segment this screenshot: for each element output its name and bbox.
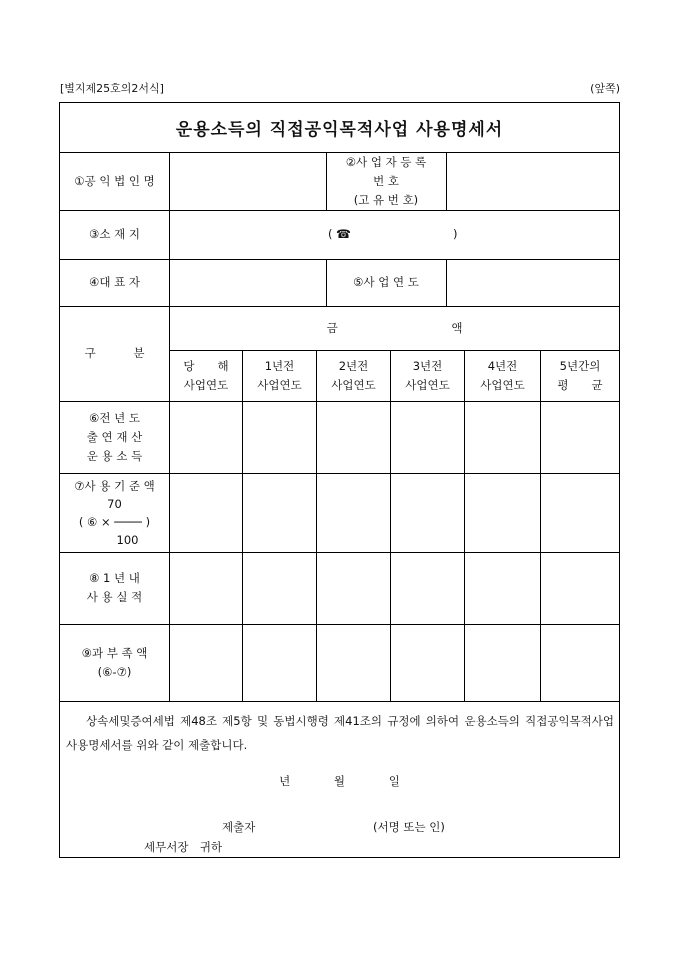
row-label-usage-standard	[60, 473, 169, 552]
row-label-operating-income	[60, 401, 169, 473]
label-line-1: 3년전	[412, 359, 443, 373]
label-line-1: 5년간의	[559, 359, 601, 373]
label-text: 구 분	[84, 346, 145, 360]
label-text: ④대 표 자	[89, 275, 140, 289]
declaration-text: 상속세및증여세법 제48조 제5항 및 동법시행령 제41조의 규정에 의하여 운용소득의 직접공익목적사업 사용명세서를 위와 같이 제출합니다.	[66, 714, 614, 752]
field-label-business-reg-number	[326, 152, 446, 210]
label-line-3: 운 용 소 득	[86, 448, 143, 463]
business-year-value[interactable]	[447, 259, 619, 306]
label-line-2: 사업연도	[257, 378, 302, 392]
fraction-numerator: 70	[107, 496, 122, 511]
signature-label: (서명 또는 인)	[373, 820, 445, 834]
addressee: 세무서장 귀하	[144, 840, 223, 854]
fraction-formula: ( ⑥ × ──── )	[78, 514, 151, 529]
address-value[interactable]	[170, 210, 619, 259]
phone-close-paren: )	[453, 227, 458, 241]
amount-header	[170, 306, 619, 350]
label-line-1: ⑦사 용 기 준 액	[74, 478, 155, 493]
label-text: ⑤사 업 연 도	[353, 275, 419, 289]
label-line-2: 평 균	[557, 378, 603, 392]
column-header-3-years-ago	[391, 351, 464, 401]
column-header-4-years-ago	[465, 351, 540, 401]
label-line-2: 출 연 재 산	[86, 429, 143, 444]
column-header-current-year	[170, 351, 242, 401]
column-header-2-years-ago	[317, 351, 390, 401]
label-line-2: 사업연도	[405, 378, 450, 392]
form-number-label: [별지제25호의2서식]	[60, 82, 164, 95]
column-header-5-year-average	[541, 351, 619, 401]
label-line-2: 사업연도	[183, 378, 229, 392]
field-label-corporation-name	[60, 152, 169, 210]
label-line-2: (⑥-⑦)	[97, 664, 132, 679]
row-label-usage-within-year	[60, 552, 169, 624]
label-text: ①공 익 법 인 명	[74, 173, 155, 188]
form-title: 운용소득의 직접공익목적사업 사용명세서	[60, 103, 619, 153]
phone-open-paren: (	[328, 227, 333, 241]
label-line-1: ⑧ 1 년 내	[89, 571, 140, 585]
category-header	[60, 306, 169, 401]
label-line-2: 번 호	[373, 173, 399, 188]
label-line-1: 당 해	[183, 359, 229, 373]
field-label-representative	[60, 259, 169, 306]
business-reg-number-value[interactable]	[447, 152, 619, 210]
label-line-1: 1년전	[264, 359, 295, 373]
label-line-2: 사업연도	[331, 378, 376, 392]
label-line-3: (고 유 번 호)	[353, 192, 419, 207]
field-label-business-year	[326, 259, 446, 306]
corporation-name-value[interactable]	[170, 152, 326, 210]
page-side-label: (앞쪽)	[590, 82, 620, 95]
representative-value[interactable]	[170, 259, 326, 306]
label-line-1: ②사 업 자 등 록	[345, 154, 427, 169]
label-line-1: 4년전	[487, 359, 518, 373]
field-label-address	[60, 210, 169, 259]
label-line-1: 2년전	[338, 359, 369, 373]
label-line-2: 사 용 실 적	[86, 590, 143, 604]
submitter-label: 제출자	[222, 820, 256, 834]
telephone-icon: ☎	[336, 227, 351, 241]
label-line-1: ⑨과 부 족 액	[81, 645, 148, 660]
statement-form	[59, 102, 620, 858]
column-header-1-year-ago	[243, 351, 316, 401]
label-line-2: 사업연도	[480, 378, 525, 392]
label-line-1: ⑥전 년 도	[89, 410, 140, 425]
label-text: ③소 재 지	[89, 227, 140, 241]
date-line: 년 월 일	[279, 774, 400, 788]
row-label-surplus-shortage	[60, 624, 169, 701]
label-text: 금 액	[326, 320, 463, 335]
fraction-denominator: 100	[116, 532, 139, 547]
